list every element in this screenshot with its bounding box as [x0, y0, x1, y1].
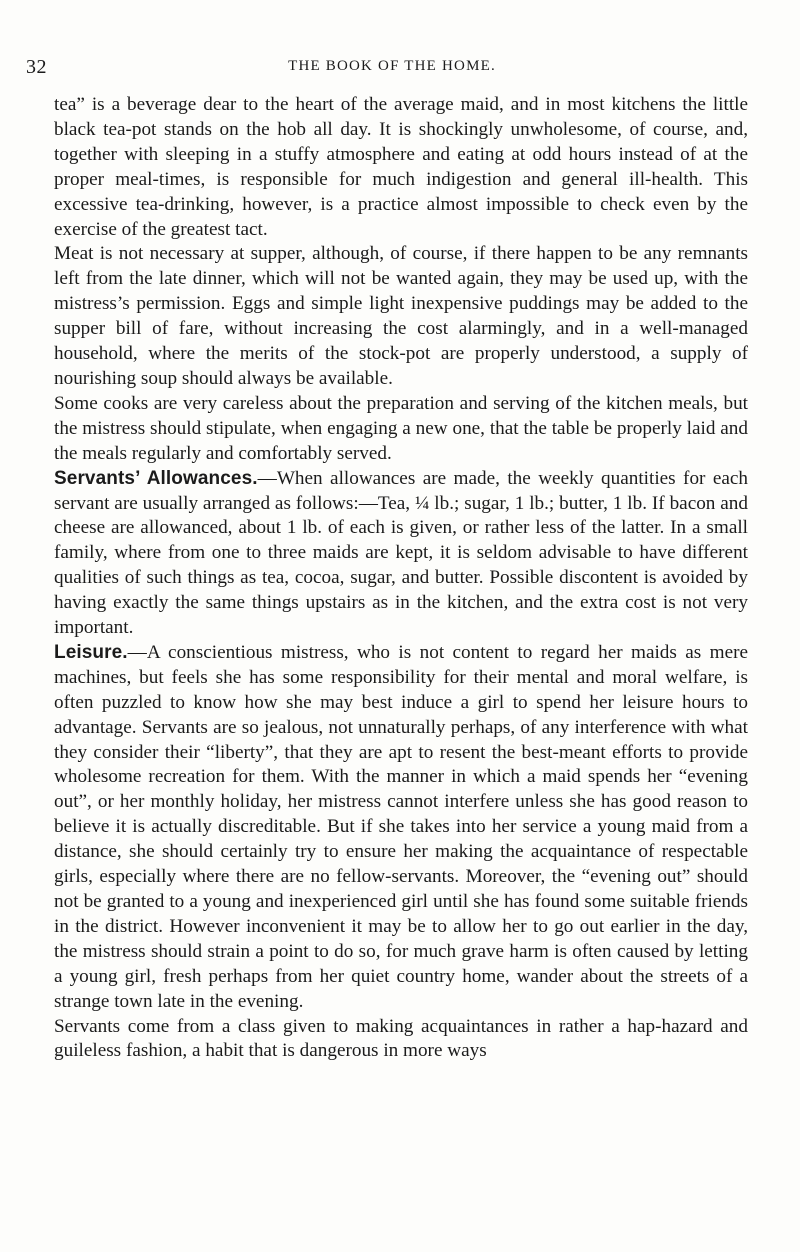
paragraph-leisure	[54, 641, 748, 1015]
paragraph-supper-text: Meat is not necessary at supper, although, of course, if there happen to be any remnants left from the late dinner, which will not be wanted again, they may be used up, with the mistress’s permission. Eggs and simple light inexpensive puddings may be added to the supper bill of fare, without increasing the cost alarmingly, and in a well-managed household, where the merits of the stock-pot are properly understood, a supply of nourishing soup should always be available.	[54, 243, 748, 389]
page-header	[26, 56, 758, 80]
heading-servants-allowances: Servants’ Allowances.	[54, 467, 258, 489]
paragraph-kitchen-meals: Some cooks are very careless about the preparation and serving of the kitchen meals, but the mistress should stipulate, when engaging a new one, that the table be properly laid and the meals regularly and comfortably served.	[54, 392, 748, 464]
running-title: THE BOOK OF THE HOME.	[288, 58, 496, 74]
page-number: 32	[26, 56, 47, 78]
paragraph-allowances	[54, 467, 748, 641]
paragraph-supper	[54, 242, 748, 391]
body-text	[54, 93, 748, 1064]
paragraph-acquaintances: Servants come from a class given to making acquaintances in rather a hap-hazard and guileless fashion, a habit that is dangerous in more ways	[54, 1015, 748, 1062]
paragraph-tea: tea” is a beverage dear to the heart of the average maid, and in most kitchens the little black tea-pot stands on the hob all day. It is shockingly unwholesome, of course, and, together with sleeping in a stuffy atmosphere and eating at odd hours instead of at the proper meal-times, is responsible for much indigestion and general ill-health. This excessive tea-drinking, however, is a practice almost impossible to check even by the exercise of the greatest tact.	[54, 94, 748, 240]
heading-leisure: Leisure.	[54, 641, 128, 663]
paragraph-allowances-text: —When allowances are made, the weekly quantities for each servant are usually arranged as follows:—Tea, ¼ lb.; sugar, 1 lb.; butter, 1 lb. If bacon and cheese are allowanced, about 1 lb. of each is given, or rather less of the latter. In a small family, where from one to three maids are kept, it is seldom advisable to have different qualities of such things as tea, cocoa, sugar, and butter. Possible discontent is avoided by having exactly the same things upstairs as in the kitchen, and the extra cost is not very important.	[54, 467, 748, 639]
paragraph-leisure-text: —A conscientious mistress, who is not content to regard her maids as mere machines, but feels she has some responsibility for their mental and moral welfare, is often puzzled to know how she may best induce a girl to spend her leisure hours to advantage. Servants are so jealous, not unnaturally perhaps, of any interference with what they consider their “liberty”, that they are apt to resent the best-meant efforts to provide wholesome recreation for them. With the manner in which a maid spends her “evening out”, or her monthly holiday, her mistress cannot interfere unless she has good reason to believe it is actually discreditable. But if she takes into her service a young maid from a distance, she should certainly try to ensure her making the acquaintance of respectable girls, especially where there are no fellow-servants. Moreover, the “evening out” should not be granted to a young and inexperienced girl until she has found some suitable friends in the district. However inconvenient it may be to allow her to go out earlier in the day, the mistress should strain a point to do so, for much grave harm is often caused by letting a young girl, fresh perhaps from her quiet country home, wander about the streets of a strange town late in the evening.	[54, 641, 748, 1012]
